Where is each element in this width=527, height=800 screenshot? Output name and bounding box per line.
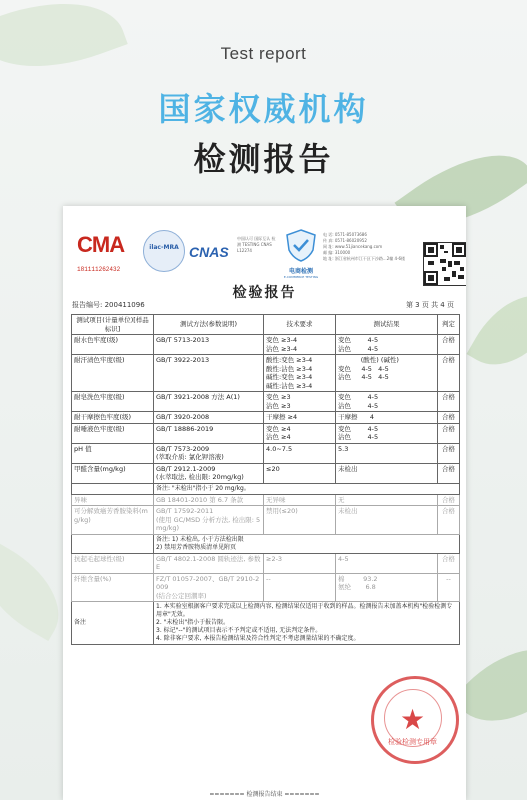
table-row: 可分解致癌芳香胺染料(mg/kg) GB/T 17592-2011 (使用 GC/MSD 分析方法, 检出限: 5mg/kg) 禁用(≤20) 未检出 合格 <box>72 506 460 535</box>
cell-item: 耐水色牢度(级) <box>72 335 154 355</box>
amine-note: 备注: 1) 未检出, 小于方法检出限 2) 禁用芳香胺物质清单见附页 <box>154 534 460 553</box>
results-table <box>71 314 460 645</box>
header-english-title: Test report <box>220 44 307 63</box>
cell-verdict: 合格 <box>438 392 460 412</box>
ilac-mra-logo: ilac-MRA <box>143 230 185 272</box>
cell-method: GB/T 18886-2019 <box>154 423 264 443</box>
table-row <box>72 423 460 443</box>
page-indicator: 第 3 页 共 4 页 <box>405 301 454 309</box>
cell-verdict: 合格 <box>438 443 460 463</box>
table-row <box>72 534 460 553</box>
qr-code-icon <box>423 242 466 286</box>
table-row: 异味 GB 18401-2010 第 6.7 条款 无异味 无 合格 <box>72 494 460 506</box>
cell-req: 干摩擦 ≥4 <box>264 412 336 424</box>
cell-item: 耐皂洗色牢度(级) <box>72 392 154 412</box>
cell-req: 4.0~7.5 <box>264 443 336 463</box>
cell-item: pH 值 <box>72 443 154 463</box>
cnas-logo: CNAS <box>189 244 229 260</box>
table-row: 纤维含量(%) FZ/T 01057-2007、GB/T 2910-2009 (结合公定回潮率) -- 棉 93.2 氨纶 6.8 -- <box>72 573 460 602</box>
lab-name: 电商检测 <box>288 268 313 275</box>
cell-result: 5.3 <box>336 443 438 463</box>
cell-method: GB/T 5713-2013 <box>154 335 264 355</box>
header-item: 测试项目(计量单位)[样品标识] <box>72 315 154 335</box>
cell-verdict: 合格 <box>438 423 460 443</box>
cell-verdict: 合格 <box>438 335 460 355</box>
cma-number: 181111262432 <box>77 266 121 273</box>
cell-result: 未检出 <box>336 463 438 483</box>
cell-result: 变色 4-5 沾色 4-5 <box>336 392 438 412</box>
report-number: 报告编号: 200411096 <box>72 301 145 309</box>
cell-req: 酸性:变色 ≥3-4 酸性:沾色 ≥3-4 碱性:变色 ≥3-4 碱性:沾色 ≥3-4 <box>264 355 336 392</box>
official-seal-stamp <box>371 676 459 764</box>
header-title-black: 检测报告 <box>193 140 334 178</box>
star-icon: ★ <box>400 703 426 736</box>
report-title: 检验报告 <box>232 285 297 301</box>
cell-result: 干摩擦 4 <box>336 412 438 424</box>
header-title-blue: 国家权威机构 <box>158 90 369 128</box>
seal-text: 检验检测专用章 <box>388 738 437 746</box>
cell-verdict: 合格 <box>438 355 460 392</box>
cell-item: 耐干摩擦色牢度(级) <box>72 412 154 424</box>
header-verdict: 判定 <box>438 315 460 335</box>
lab-sub: E-COMMERCE TESTING <box>283 275 319 279</box>
table-row <box>72 392 460 412</box>
cell-req: 变色 ≥3 沾色 ≥3 <box>264 392 336 412</box>
report-end-marker: ======= 检测报告结束 ======= <box>209 791 320 798</box>
remarks-text: 1. 本实验室根据客户要求完成以上检测内容, 检测结果仅适用于收到的样品。检测报告未加盖本机构"检验检测专用章"无效。 2. "未检出"指小于报告限。 3. 标记"--"的测试项目表示不予判定或不适用, 无法判定条件。 4. 除非客户要求, 本报告检测结果及符合性判定不考虑测量结果的不确定度。 <box>154 602 460 645</box>
cell-method: GB/T 7573-2009 (萃取介质: 氯化钾溶液) <box>154 443 264 463</box>
table-row <box>72 443 460 463</box>
cell-item: 甲醛含量(mg/kg) <box>72 463 154 483</box>
remarks-row <box>72 602 460 645</box>
table-row <box>72 355 460 392</box>
formaldehyde-note: 备注: "未检出"指小于 20 mg/kg。 <box>154 483 460 494</box>
cell-verdict: 合格 <box>438 412 460 424</box>
logo-bar <box>77 226 457 279</box>
header-method: 测试方法(参数说明) <box>154 315 264 335</box>
cell-result: 变色 4-5 沾色 4-5 <box>336 335 438 355</box>
cnas-caption: 中国认可 国际互认 检测 TESTING CNAS L12274 <box>237 236 276 253</box>
remarks-label: 备注 <box>72 602 154 645</box>
leaf-decoration-right <box>467 276 527 384</box>
cell-item: 耐唾液色牢度(级) <box>72 423 154 443</box>
cell-req: 变色 ≥4 沾色 ≥4 <box>264 423 336 443</box>
cell-req: ≤20 <box>264 463 336 483</box>
cell-method: GB/T 3921-2008 方法 A(1) <box>154 392 264 412</box>
table-row <box>72 335 460 355</box>
table-row: 抗起毛起球性(级) GB/T 4802.1-2008 圆轨迹法, 参数 E ≥2-3 4-5 合格 <box>72 553 460 573</box>
table-row <box>72 412 460 424</box>
cell-result: 变色 4-5 沾色 4-5 <box>336 423 438 443</box>
cell-verdict: 合格 <box>438 463 460 483</box>
header-result: 测试结果 <box>336 315 438 335</box>
lab-shield-logo <box>283 228 319 279</box>
table-row <box>72 463 460 483</box>
header-requirement: 技术要求 <box>264 315 336 335</box>
cell-method: GB/T 3922-2013 <box>154 355 264 392</box>
cma-logo: CMA 181111262432 <box>77 232 125 273</box>
cell-method: GB/T 3920-2008 <box>154 412 264 424</box>
cell-item: 耐汗渍色牢度(级) <box>72 355 154 392</box>
contact-info: 电 话: 0571-85073686 传 真: 0571-86020952 网 址: www.51jiancekang.com 邮 编: 310000 地 址: 浙江省杭州市江干区下沙路...2幢 4-6楼 <box>323 232 406 261</box>
table-row <box>72 483 460 494</box>
report-document <box>63 206 466 800</box>
cell-req: 变色 ≥3-4 沾色 ≥3-4 <box>264 335 336 355</box>
cell-result: (酸性) (碱性) 变色 4-5 4-5 沾色 4-5 4-5 <box>336 355 438 392</box>
cell-method: GB/T 2912.1-2009 (水萃取法, 检出限: 20mg/kg) <box>154 463 264 483</box>
table-header-row <box>72 315 460 335</box>
